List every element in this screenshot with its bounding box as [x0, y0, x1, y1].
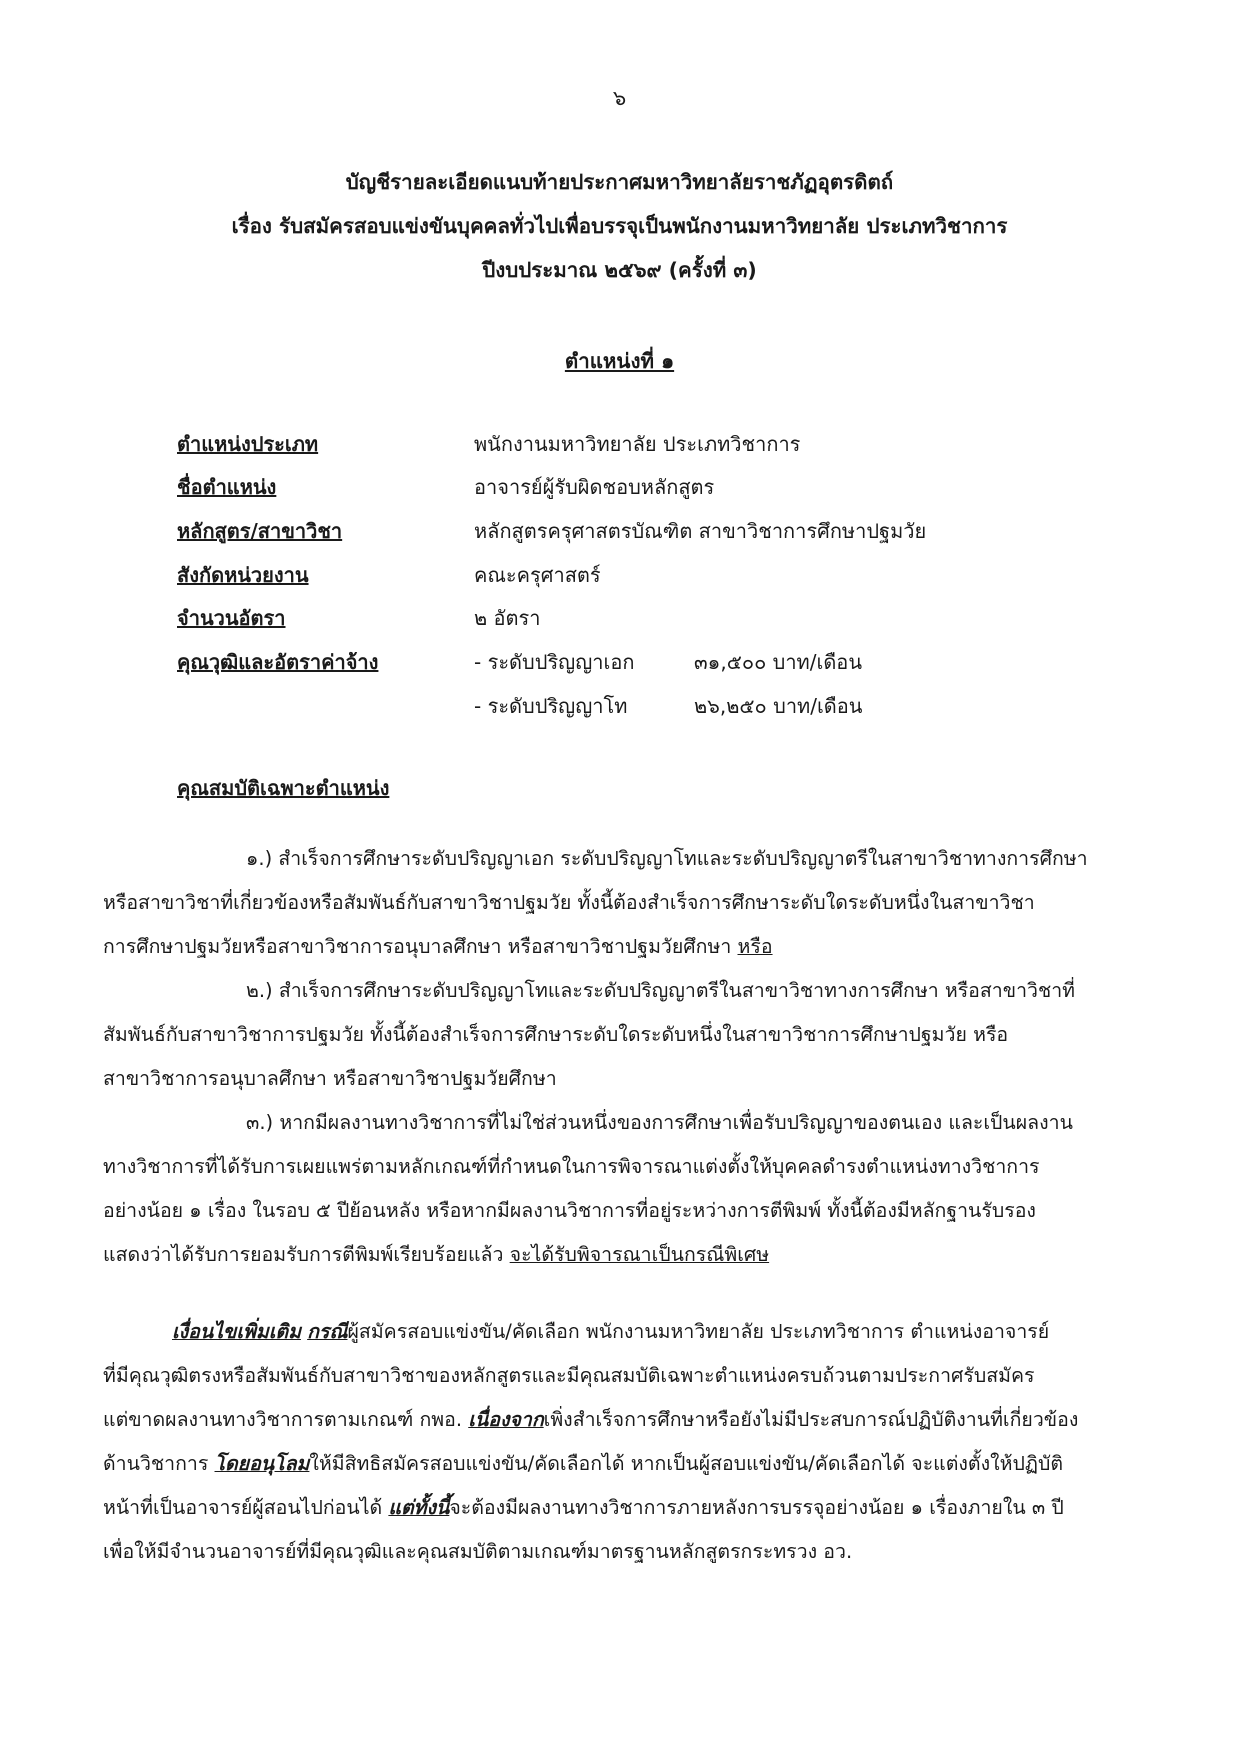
q3-line: ทางวิชาการที่ได้รับการเผยแพร่ตามหลักเกณฑ์ที่กำหนดในการพิจารณาแต่งตั้งให้บุคคลดำรงตำแหน่งทางวิชาการ [103, 1155, 1040, 1178]
q1-line-last [103, 931, 773, 962]
detail-label: ตำแหน่งประเภท [177, 432, 319, 456]
condition-line: ที่มีคุณวุฒิตรงหรือสัมพันธ์กับสาขาวิชาของหลักสูตรและมีคุณสมบัติเฉพาะตำแหน่งครบถ้วนตามประกาศรับสมัคร [103, 1364, 1035, 1387]
conditions-because: เนื่องจาก [468, 1408, 544, 1431]
detail-label: คุณวุฒิและอัตราค่าจ้าง [177, 650, 379, 674]
condition-line: เพื่อให้มีจำนวนอาจารย์ที่มีคุณวุฒิและคุณสมบัติตามเกณฑ์มาตรฐานหลักสูตรกระทรวง อว. [103, 1540, 853, 1563]
condition-text: จะต้องมีผลงานทางวิชาการภายหลังการบรรจุอย่างน้อย ๑ เรื่องภายใน ๓ ปี [449, 1496, 1064, 1519]
q2-line: สาขาวิชาการอนุบาลศึกษา หรือสาขาวิชาปฐมวัยศึกษา [103, 1067, 557, 1090]
condition-text: ผู้สมัครสอบแข่งขัน/คัดเลือก พนักงานมหาวิทยาลัย ประเภทวิชาการ ตำแหน่งอาจารย์ [347, 1320, 1050, 1343]
q3-line-last [103, 1239, 769, 1270]
salary-amount: ๒๖,๒๕๐ บาท/เดือน [694, 694, 863, 718]
title-line-1: บัญชีรายละเอียดแนบท้ายประกาศมหาวิทยาลัยราชภัฏอุตรดิตถ์ [345, 170, 894, 194]
q3-special-note: จะได้รับพิจารณาเป็นกรณีพิเศษ [509, 1243, 770, 1266]
condition-line [172, 1316, 1049, 1347]
conditions-lead: เงื่อนไขเพิ่มเติม [172, 1320, 301, 1343]
detail-value: คณะครุศาสตร์ [474, 563, 601, 587]
salary-level: - ระดับปริญญาเอก [474, 650, 635, 674]
qualifications-heading: คุณสมบัติเฉพาะตำแหน่ง [177, 776, 390, 800]
salary-amount: ๓๑,๕๐๐ บาท/เดือน [694, 650, 862, 674]
conditions-case: กรณี [307, 1320, 348, 1343]
condition-line [103, 1492, 1064, 1523]
detail-value: พนักงานมหาวิทยาลัย ประเภทวิชาการ [474, 432, 801, 456]
q3-line: ๓.) หากมีผลงานทางวิชาการที่ไม่ใช่ส่วนหนึ่งของการศึกษาเพื่อรับปริญญาของตนเอง และเป็นผลงาน [246, 1111, 1073, 1134]
position-heading: ตำแหน่งที่ ๑ [564, 349, 675, 373]
title-line-3: ปีงบประมาณ ๒๕๖๙ (ครั้งที่ ๓) [482, 258, 757, 282]
salary-level: - ระดับปริญญาโท [474, 694, 628, 718]
page-number: ๖ [612, 86, 627, 110]
q1-text: การศึกษาปฐมวัยหรือสาขาวิชาการอนุบาลศึกษา หรือสาขาวิชาปฐมวัยศึกษา [103, 935, 732, 958]
title-line-2: เรื่อง รับสมัครสอบแข่งขันบุคคลทั่วไปเพื่อบรรจุเป็นพนักงานมหาวิทยาลัย ประเภทวิชาการ [231, 214, 1008, 238]
q3-line: อย่างน้อย ๑ เรื่อง ในรอบ ๕ ปีย้อนหลัง หรือหากมีผลงานวิชาการที่อยู่ระหว่างการตีพิมพ์ ทั้งนี้ต้องมีหลักฐานรับรอง [103, 1199, 1036, 1222]
condition-text: ให้มีสิทธิสมัครสอบแข่งขัน/คัดเลือกได้ หากเป็นผู้สอบแข่งขัน/คัดเลือกได้ จะแต่งตั้งให้ปฏิบัติ [309, 1452, 1064, 1475]
condition-text: หน้าที่เป็นอาจารย์ผู้สอนไปก่อนได้ [103, 1496, 383, 1519]
condition-text: แต่ขาดผลงานทางวิชาการตามเกณฑ์ กพอ. [103, 1408, 463, 1431]
detail-label: หลักสูตร/สาขาวิชา [177, 519, 343, 543]
detail-value: อาจารย์ผู้รับผิดชอบหลักสูตร [474, 475, 715, 499]
condition-line [103, 1404, 1078, 1435]
q2-line: ๒.) สำเร็จการศึกษาระดับปริญญาโทและระดับปริญญาตรีในสาขาวิชาทางการศึกษา หรือสาขาวิชาที่ [246, 979, 1076, 1002]
q1-line: ๑.) สำเร็จการศึกษาระดับปริญญาเอก ระดับปริญญาโทและระดับปริญญาตรีในสาขาวิชาทางการศึกษา [246, 847, 1088, 870]
q3-text: แสดงว่าได้รับการยอมรับการตีพิมพ์เรียบร้อยแล้ว [103, 1243, 504, 1266]
detail-label: จำนวนอัตรา [177, 606, 286, 630]
q1-line: หรือสาขาวิชาที่เกี่ยวข้องหรือสัมพันธ์กับสาขาวิชาปฐมวัย ทั้งนี้ต้องสำเร็จการศึกษาระดับใดระดับหนึ่งในสาขาวิชา [103, 891, 1035, 914]
detail-label: ชื่อตำแหน่ง [177, 475, 277, 499]
detail-label: สังกัดหน่วยงาน [177, 563, 309, 587]
condition-text: เพิ่งสำเร็จการศึกษาหรือยังไม่มีประสบการณ์ปฏิบัติงานที่เกี่ยวข้อง [543, 1408, 1079, 1431]
detail-value: หลักสูตรครุศาสตรบัณฑิต สาขาวิชาการศึกษาปฐมวัย [474, 519, 927, 543]
q1-or-keyword: หรือ [737, 935, 773, 958]
detail-value: ๒ อัตรา [474, 606, 541, 630]
conditions-however: แต่ทั้งนี้ [388, 1496, 450, 1519]
conditions-leniency: โดยอนุโลม [214, 1452, 310, 1475]
condition-line [103, 1448, 1063, 1479]
q2-line: สัมพันธ์กับสาขาวิชาการปฐมวัย ทั้งนี้ต้องสำเร็จการศึกษาระดับใดระดับหนึ่งในสาขาวิชาการศึกษาปฐมวัย หรือ [103, 1023, 1009, 1046]
condition-text: ด้านวิชาการ [103, 1452, 209, 1475]
